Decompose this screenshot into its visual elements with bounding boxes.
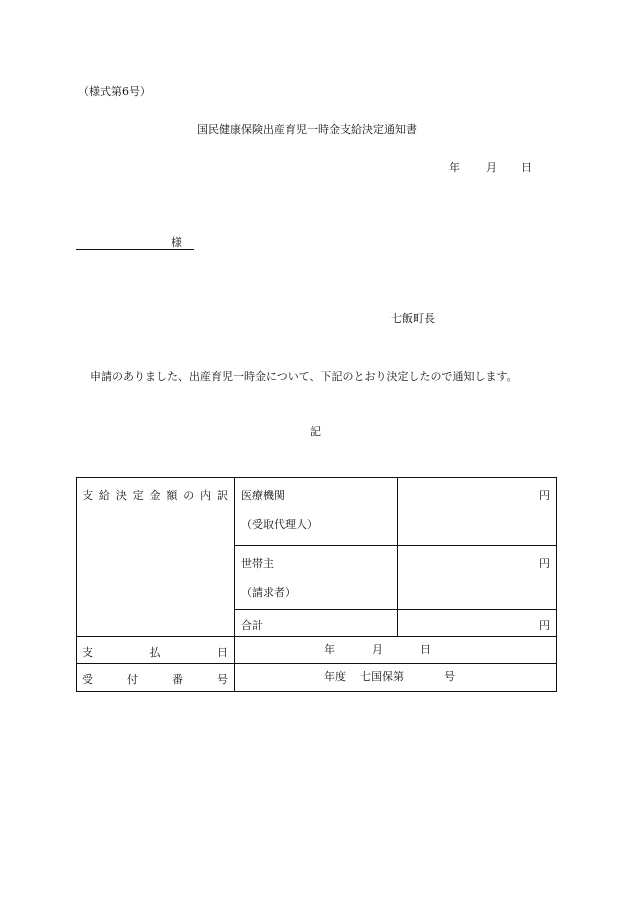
payment-date-year: 年 bbox=[324, 643, 335, 656]
document-title: 国民健康保険出産育児一時金支給決定通知書 bbox=[197, 123, 417, 136]
payment-date-value bbox=[235, 637, 557, 664]
total-cell bbox=[235, 610, 398, 637]
breakdown-label-cell bbox=[77, 478, 235, 637]
receipt-go: 号 bbox=[444, 670, 455, 683]
yen-unit: 円 bbox=[539, 557, 550, 570]
breakdown-label: 支 給 決 定 金 額 の 内 訳 bbox=[82, 489, 228, 502]
receipt-number-label-cell bbox=[77, 664, 235, 692]
householder-label: 世帯主 bbox=[241, 557, 274, 570]
payment-date-month: 月 bbox=[372, 643, 383, 656]
medical-institution-cell bbox=[235, 478, 398, 546]
receipt-prefix: 七国保第 bbox=[360, 670, 404, 683]
payment-date-day: 日 bbox=[420, 643, 431, 656]
ki-heading: 記 bbox=[310, 425, 321, 438]
medical-institution-note: （受取代理人） bbox=[241, 518, 318, 531]
payment-date-label-cell bbox=[77, 637, 235, 664]
medical-institution-label: 医療機関 bbox=[241, 489, 285, 502]
householder-amount bbox=[398, 546, 557, 610]
yen-unit: 円 bbox=[539, 489, 550, 502]
form-number: （様式第6号） bbox=[78, 85, 151, 98]
date-month-label: 月 bbox=[486, 161, 497, 174]
notice-body: 申請のありました、出産育児一時金について、下記のとおり決定したので通知します。 bbox=[90, 370, 518, 383]
receipt-number-value bbox=[235, 664, 557, 692]
householder-cell bbox=[235, 546, 398, 610]
addressee-honorific: 様 bbox=[171, 236, 182, 249]
total-label: 合計 bbox=[241, 619, 263, 632]
total-amount bbox=[398, 610, 557, 637]
payment-date-label: 支 払 日 bbox=[82, 646, 228, 659]
medical-institution-amount bbox=[398, 478, 557, 546]
yen-unit: 円 bbox=[539, 619, 550, 632]
receipt-number-label: 受 付 番 号 bbox=[82, 673, 228, 686]
householder-note: （請求者） bbox=[241, 586, 296, 599]
receipt-fiscal-year: 年度 bbox=[324, 670, 346, 683]
issuer-name: 七飯町長 bbox=[391, 312, 435, 325]
payment-detail-table bbox=[76, 477, 557, 692]
date-year-label: 年 bbox=[449, 161, 460, 174]
date-day-label: 日 bbox=[521, 161, 532, 174]
